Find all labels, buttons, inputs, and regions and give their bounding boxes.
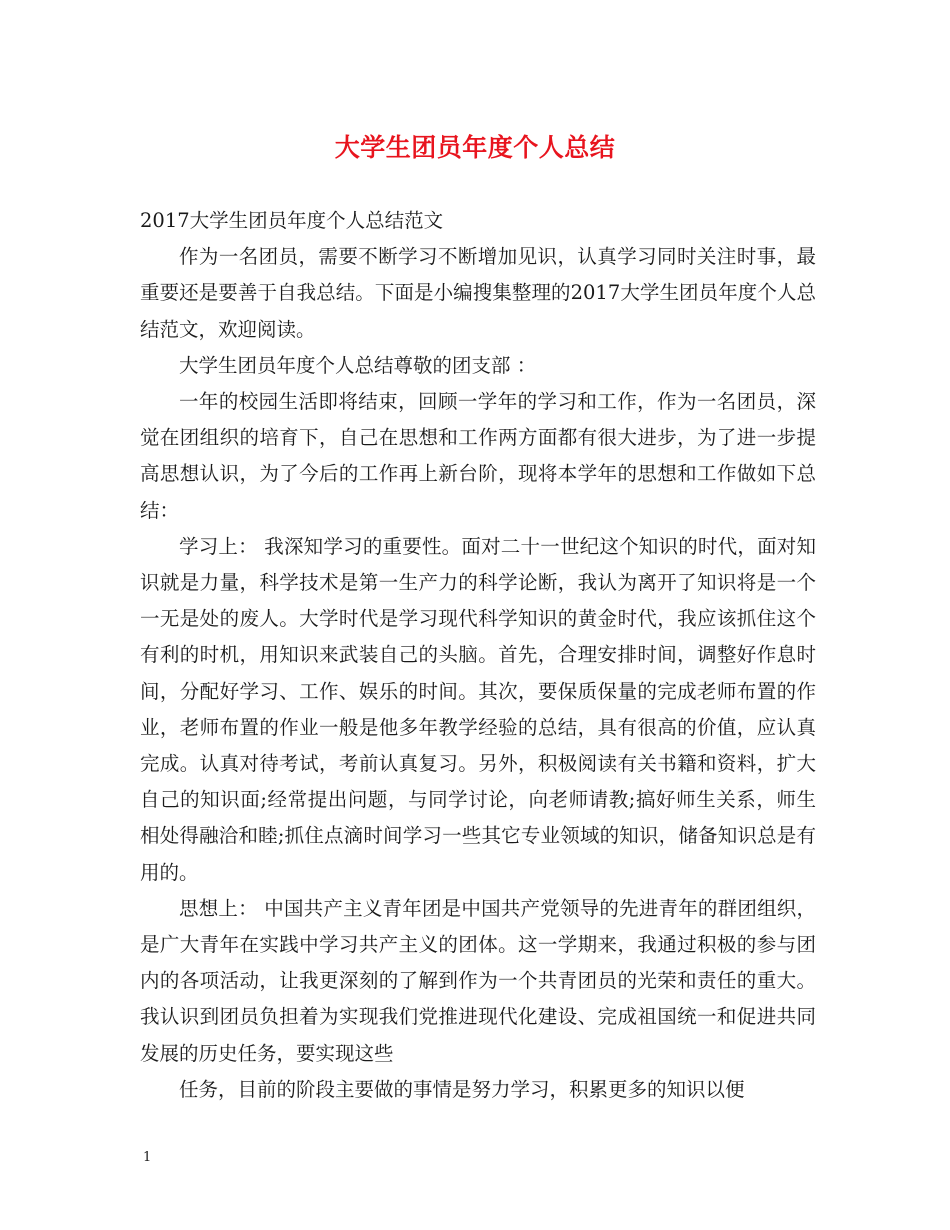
document-body <box>140 203 816 1108</box>
thought-paragraph: 思想上： 中国共产主义青年团是中国共产党领导的先进青年的群团组织，是广大青年在实践中学习共产主义的团体。这一学期来，我通过积极的参与团内的各项活动，让我更深刻的了解到作为一个共青团员的光荣和责任的重大。我认识到团员负担着为实现我们党推进现代化建设、完成祖国统一和促进共同发展的历史任务，要实现这些 <box>140 896 816 1065</box>
salutation-paragraph: 大学生团员年度个人总结尊敬的团支部 ： <box>179 353 537 377</box>
subtitle-paragraph: 2017大学生团员年度个人总结范文 <box>140 209 444 232</box>
opening-paragraph: 一年的校园生活即将结束，回顾一学年的学习和工作，作为一名团员，深觉在团组织的培育下，自己在思想和工作两方面都有很大进步，为了进一步提高思想认识，为了今后的工作再上新台阶，现将本学年的思想和工作做如下总结： <box>140 390 816 522</box>
task-paragraph: 任务，目前的阶段主要做的事情是努力学习，积累更多的知识以便 <box>179 1077 745 1101</box>
intro-paragraph: 作为一名团员，需要不断学习不断增加见识，认真学习同时关注时事，最重要还是要善于自我总结。下面是小编搜集整理的2017大学生团员年度个人总结范文，欢迎阅读。 <box>140 245 816 341</box>
study-paragraph: 学习上： 我深知学习的重要性。面对二十一世纪这个知识的时代，面对知识就是力量，科学技术是第一生产力的科学论断，我认为离开了知识将是一个一无是处的废人。大学时代是学习现代科学知识的黄金时代，我应该抓住这个有利的时机，用知识来武装自己的头脑。首先，合理安排时间，调整好作息时间，分配好学习、工作、娱乐的时间。其次，要保质保量的完成老师布置的作业，老师布置的作业一般是他多年教学经验的总结，具有很高的价值，应认真完成。认真对待考试，考前认真复习。另外，积极阅读有关书籍和资料，扩大自己的知识面;经常提出问题，与同学讨论，向老师请教;搞好师生关系，师生相处得融洽和睦;抓住点滴时间学习一些其它专业领域的知识，储备知识总是有用的。 <box>140 534 816 884</box>
document-title: 大学生团员年度个人总结 <box>334 133 616 162</box>
page-number: 1 <box>143 1150 152 1165</box>
